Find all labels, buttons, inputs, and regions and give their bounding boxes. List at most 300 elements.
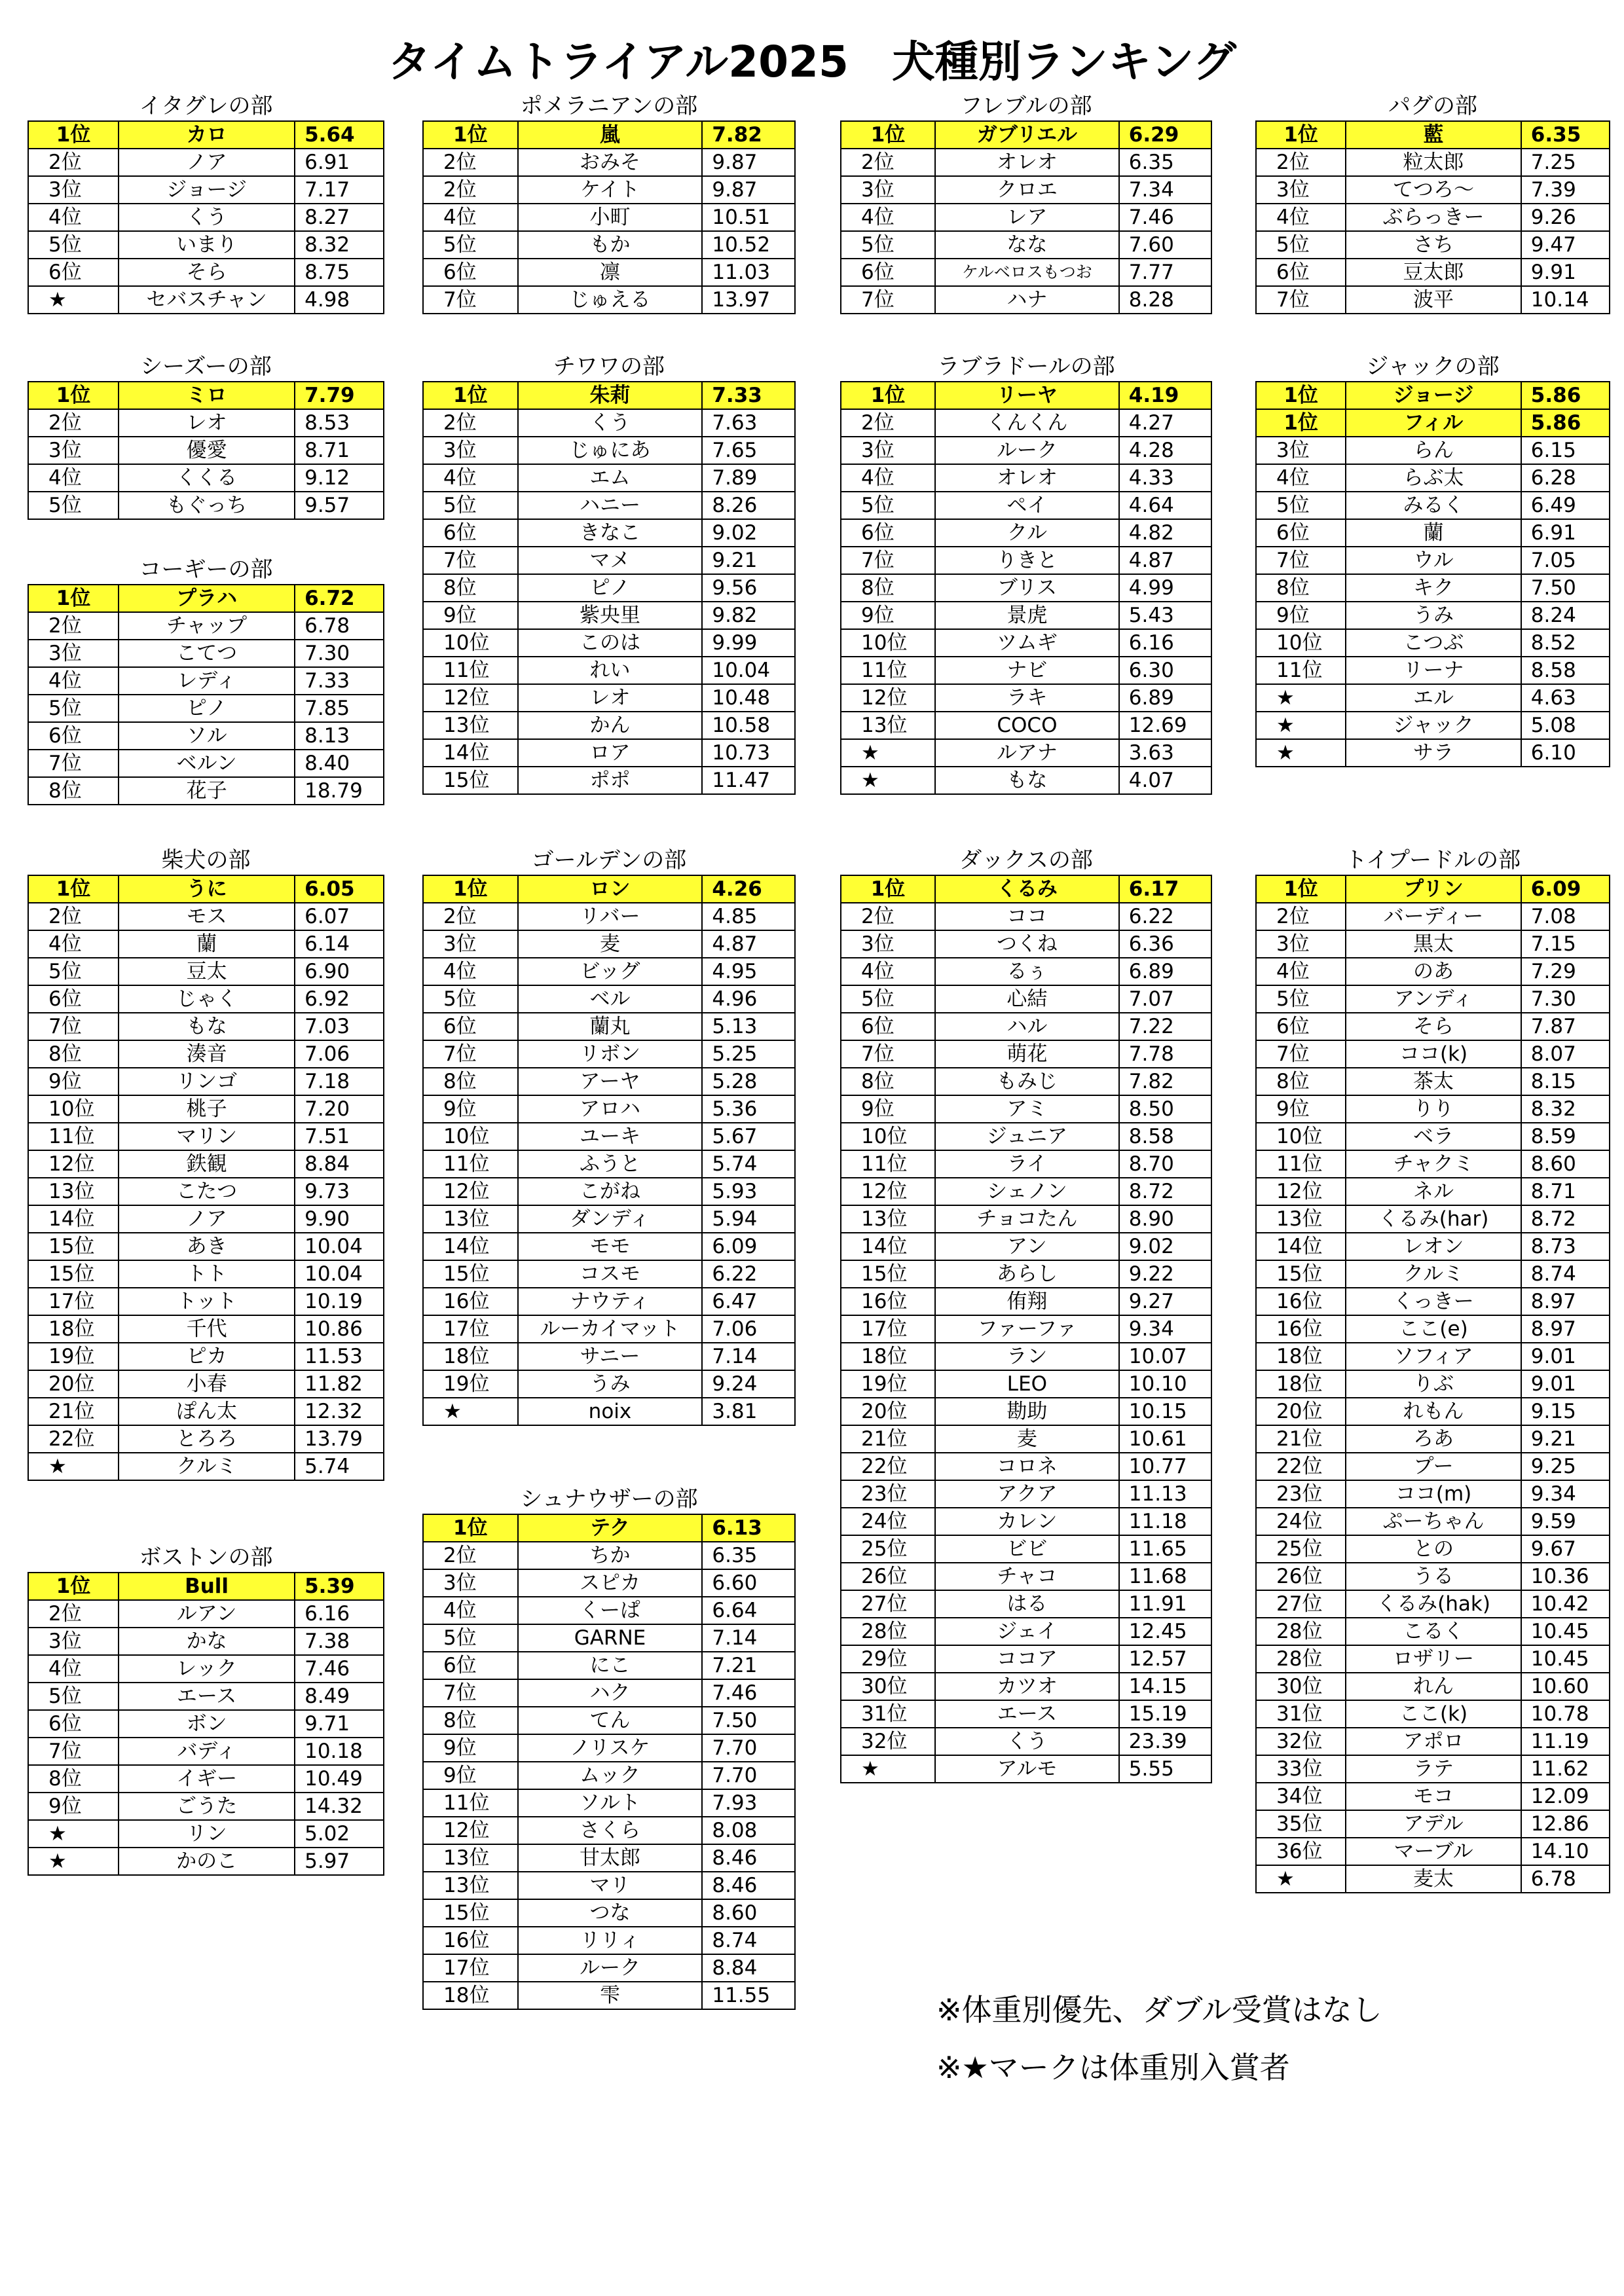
time-cell: 9.24: [702, 1370, 795, 1398]
table-row: [28, 1848, 384, 1875]
table-row: [28, 1793, 384, 1820]
table-row: [28, 722, 384, 750]
rank-cell: 9位: [1256, 1095, 1346, 1123]
rank-cell: 10位: [841, 1123, 935, 1150]
table-row: [1256, 1535, 1610, 1563]
rank-cell: 10位: [1256, 1123, 1346, 1150]
name-cell: てん: [518, 1707, 703, 1734]
time-cell: 6.64: [702, 1597, 795, 1624]
rank-cell: 8位: [1256, 574, 1346, 602]
time-cell: 8.27: [295, 204, 384, 231]
table-row: [1256, 1838, 1610, 1865]
time-cell: 4.87: [1119, 547, 1211, 574]
section-caption: 柴犬の部: [161, 847, 251, 873]
name-cell: くう: [935, 1728, 1119, 1755]
rank-cell: 17位: [423, 1315, 518, 1343]
table-row: [423, 1899, 795, 1927]
name-cell: カツオ: [935, 1673, 1119, 1700]
time-cell: 8.46: [702, 1872, 795, 1899]
rank-cell: 26位: [1256, 1563, 1346, 1590]
name-cell: モコ: [1346, 1783, 1521, 1810]
name-cell: ピノ: [518, 574, 703, 602]
table-row: [1256, 1068, 1610, 1095]
time-cell: 6.78: [295, 612, 384, 640]
name-cell: エム: [518, 464, 703, 492]
time-cell: 6.07: [295, 903, 384, 930]
rank-cell: 1位: [1256, 409, 1346, 437]
name-cell: ココ(k): [1346, 1040, 1521, 1068]
time-cell: 8.15: [1521, 1068, 1610, 1095]
rank-cell: 7位: [423, 1040, 518, 1068]
table-row: [1256, 1123, 1610, 1150]
name-cell: ポポ: [518, 767, 703, 794]
winner-row: [423, 875, 795, 903]
section-caption: フレブルの部: [960, 93, 1092, 119]
name-cell: マリ: [518, 1872, 703, 1899]
name-cell: チャコ: [935, 1563, 1119, 1590]
name-cell: こるく: [1346, 1618, 1521, 1645]
table-row: [841, 1123, 1211, 1150]
time-cell: 6.17: [1119, 875, 1211, 903]
time-cell: 23.39: [1119, 1728, 1211, 1755]
table-row: [841, 1178, 1211, 1205]
table-row: [423, 1315, 795, 1343]
time-cell: 6.78: [1521, 1865, 1610, 1893]
name-cell: 優愛: [119, 437, 295, 464]
table-row: [1256, 1370, 1610, 1398]
time-cell: 4.98: [295, 286, 384, 314]
time-cell: 15.19: [1119, 1700, 1211, 1728]
rank-cell: 5位: [28, 1683, 119, 1710]
time-cell: 9.34: [1521, 1480, 1610, 1508]
rank-cell: 8位: [28, 1765, 119, 1793]
table-row: [423, 1927, 795, 1954]
rank-cell: 15位: [423, 1899, 518, 1927]
time-cell: 11.91: [1119, 1590, 1211, 1618]
name-cell: トット: [119, 1288, 295, 1315]
rank-cell: 15位: [1256, 1260, 1346, 1288]
name-cell: レオ: [119, 409, 295, 437]
time-cell: 7.70: [702, 1734, 795, 1762]
time-cell: 7.21: [702, 1652, 795, 1679]
rank-cell: 6位: [1256, 259, 1346, 286]
table-row: [28, 149, 384, 176]
winner-row: [28, 1573, 384, 1600]
time-cell: 10.19: [295, 1288, 384, 1315]
time-cell: 7.33: [702, 382, 795, 409]
rank-cell: 30位: [1256, 1673, 1346, 1700]
rank-cell: 14位: [28, 1205, 119, 1233]
time-cell: 8.08: [702, 1817, 795, 1844]
rank-cell: 12位: [423, 1817, 518, 1844]
name-cell: アルモ: [935, 1755, 1119, 1783]
table-row: [423, 1817, 795, 1844]
name-cell: れい: [518, 657, 703, 684]
time-cell: 8.13: [295, 722, 384, 750]
table-row: [423, 1095, 795, 1123]
table-row: [841, 1150, 1211, 1178]
name-cell: りきと: [935, 547, 1119, 574]
table-row: [28, 1205, 384, 1233]
footnote: ※★マークは体重別入賞者: [936, 2050, 1290, 2085]
table-row: [841, 958, 1211, 985]
name-cell: アンディ: [1346, 985, 1521, 1013]
time-cell: 8.75: [295, 259, 384, 286]
rank-cell: 1位: [841, 382, 935, 409]
name-cell: リリィ: [518, 1927, 703, 1954]
time-cell: 4.96: [702, 985, 795, 1013]
time-cell: 10.73: [702, 739, 795, 767]
rank-cell: 9位: [423, 602, 518, 629]
table-row: [1256, 1728, 1610, 1755]
name-cell: 豆太: [119, 958, 295, 985]
table-row: [423, 1982, 795, 2009]
time-cell: 7.08: [1521, 903, 1610, 930]
time-cell: 9.91: [1521, 259, 1610, 286]
name-cell: ナウティ: [518, 1288, 703, 1315]
rank-cell: 5位: [423, 1624, 518, 1652]
name-cell: じゅえる: [518, 286, 703, 314]
name-cell: りぶ: [1346, 1370, 1521, 1398]
rank-cell: 3位: [1256, 437, 1346, 464]
name-cell: ぷーちゃん: [1346, 1508, 1521, 1535]
name-cell: こたつ: [119, 1178, 295, 1205]
name-cell: ハニー: [518, 492, 703, 519]
table-row: [1256, 1755, 1610, 1783]
name-cell: ソル: [119, 722, 295, 750]
name-cell: くくる: [119, 464, 295, 492]
rank-cell: 11位: [423, 1789, 518, 1817]
table-row: [28, 1095, 384, 1123]
time-cell: 9.87: [702, 176, 795, 204]
rank-cell: 13位: [841, 712, 935, 739]
table-row: [1256, 1700, 1610, 1728]
table-row: [423, 1789, 795, 1817]
name-cell: くう: [119, 204, 295, 231]
rank-cell: 11位: [841, 1150, 935, 1178]
time-cell: 6.16: [1119, 629, 1211, 657]
rank-cell: 3位: [28, 1628, 119, 1655]
time-cell: 4.95: [702, 958, 795, 985]
rank-cell: 20位: [1256, 1398, 1346, 1425]
table-row: [28, 903, 384, 930]
time-cell: 5.43: [1119, 602, 1211, 629]
rank-cell: 22位: [841, 1453, 935, 1480]
rank-cell: ★: [841, 739, 935, 767]
rank-cell: 3位: [423, 1569, 518, 1597]
name-cell: アロハ: [518, 1095, 703, 1123]
rank-cell: 7位: [423, 547, 518, 574]
table-row: [1256, 231, 1610, 259]
table-row: [423, 1844, 795, 1872]
time-cell: 10.04: [295, 1260, 384, 1288]
name-cell: てつろ～: [1346, 176, 1521, 204]
time-cell: 11.13: [1119, 1480, 1211, 1508]
ranking-table: [1255, 120, 1610, 314]
time-cell: 7.29: [1521, 958, 1610, 985]
name-cell: ぽん太: [119, 1398, 295, 1425]
name-cell: 湊音: [119, 1040, 295, 1068]
rank-cell: 18位: [423, 1982, 518, 2009]
name-cell: リーナ: [1346, 657, 1521, 684]
time-cell: 4.27: [1119, 409, 1211, 437]
rank-cell: 3位: [423, 930, 518, 958]
name-cell: ラキ: [935, 684, 1119, 712]
ranking-table: [28, 875, 384, 1481]
rank-cell: 4位: [28, 930, 119, 958]
rank-cell: 2位: [423, 1542, 518, 1569]
name-cell: 侑翔: [935, 1288, 1119, 1315]
page-title: タイムトライアル2025 犬種別ランキング: [388, 37, 1236, 87]
table-row: [423, 712, 795, 739]
rank-cell: 36位: [1256, 1838, 1346, 1865]
rank-cell: 2位: [423, 903, 518, 930]
time-cell: 11.82: [295, 1370, 384, 1398]
rank-cell: 27位: [1256, 1590, 1346, 1618]
table-row: [28, 1600, 384, 1628]
rank-cell: 12位: [1256, 1178, 1346, 1205]
name-cell: じゃく: [119, 985, 295, 1013]
rank-cell: 1位: [423, 875, 518, 903]
table-row: [1256, 1013, 1610, 1040]
time-cell: 18.79: [295, 777, 384, 805]
rank-cell: 1位: [28, 585, 119, 612]
time-cell: 8.60: [1521, 1150, 1610, 1178]
name-cell: 粒太郎: [1346, 149, 1521, 176]
name-cell: オレオ: [935, 464, 1119, 492]
name-cell: くるみ: [935, 875, 1119, 903]
rank-cell: 13位: [1256, 1205, 1346, 1233]
table-row: [841, 1618, 1211, 1645]
name-cell: こがね: [518, 1178, 703, 1205]
ranking-section: [28, 1543, 384, 1876]
name-cell: ハナ: [935, 286, 1119, 314]
time-cell: 4.07: [1119, 767, 1211, 794]
table-row: [841, 1370, 1211, 1398]
name-cell: ビッグ: [518, 958, 703, 985]
rank-cell: 9位: [423, 1095, 518, 1123]
table-row: [841, 547, 1211, 574]
table-row: [841, 149, 1211, 176]
table-row: [1256, 1810, 1610, 1838]
winner-row: [841, 875, 1211, 903]
footnote: ※体重別優先、ダブル受賞はなし: [936, 1992, 1382, 2028]
rank-cell: 29位: [841, 1645, 935, 1673]
ranking-table: [1255, 381, 1610, 767]
ranking-table: [422, 875, 796, 1426]
time-cell: 8.32: [1521, 1095, 1610, 1123]
table-row: [28, 1738, 384, 1765]
time-cell: 6.60: [702, 1569, 795, 1597]
table-row: [423, 492, 795, 519]
rank-cell: 8位: [423, 1068, 518, 1095]
name-cell: ノア: [119, 1205, 295, 1233]
time-cell: 8.60: [702, 1899, 795, 1927]
time-cell: 10.42: [1521, 1590, 1610, 1618]
time-cell: 9.26: [1521, 204, 1610, 231]
name-cell: かのこ: [119, 1848, 295, 1875]
rank-cell: 8位: [28, 1040, 119, 1068]
rank-cell: 5位: [28, 231, 119, 259]
name-cell: ノリスケ: [518, 1734, 703, 1762]
table-row: [841, 492, 1211, 519]
rank-cell: 19位: [841, 1370, 935, 1398]
ranking-section: [28, 846, 384, 1481]
name-cell: ネル: [1346, 1178, 1521, 1205]
rank-cell: 6位: [423, 1013, 518, 1040]
table-row: [1256, 1315, 1610, 1343]
time-cell: 5.25: [702, 1040, 795, 1068]
table-row: [1256, 930, 1610, 958]
table-row: [423, 1233, 795, 1260]
time-cell: 8.59: [1521, 1123, 1610, 1150]
rank-cell: 6位: [423, 519, 518, 547]
table-row: [423, 204, 795, 231]
time-cell: 6.28: [1521, 464, 1610, 492]
rank-cell: 13位: [423, 712, 518, 739]
time-cell: 6.91: [1521, 519, 1610, 547]
section-caption: シーズーの部: [140, 354, 272, 380]
ranking-section: [422, 846, 796, 1426]
time-cell: 8.74: [1521, 1260, 1610, 1288]
time-cell: 9.22: [1119, 1260, 1211, 1288]
rank-cell: 3位: [841, 437, 935, 464]
table-row: [28, 409, 384, 437]
rank-cell: 4位: [1256, 958, 1346, 985]
table-row: [423, 903, 795, 930]
table-row: [841, 286, 1211, 314]
time-cell: 9.90: [295, 1205, 384, 1233]
rank-cell: 2位: [841, 149, 935, 176]
name-cell: らぶ太: [1346, 464, 1521, 492]
name-cell: こつぶ: [1346, 629, 1521, 657]
time-cell: 8.71: [295, 437, 384, 464]
rank-cell: 3位: [841, 930, 935, 958]
name-cell: 景虎: [935, 602, 1119, 629]
table-row: [1256, 985, 1610, 1013]
rank-cell: 15位: [423, 767, 518, 794]
rank-cell: 9位: [841, 1095, 935, 1123]
name-cell: こてつ: [119, 640, 295, 667]
time-cell: 9.15: [1521, 1398, 1610, 1425]
table-row: [423, 985, 795, 1013]
time-cell: 7.20: [295, 1095, 384, 1123]
time-cell: 9.82: [702, 602, 795, 629]
name-cell: 小町: [518, 204, 703, 231]
time-cell: 5.02: [295, 1820, 384, 1848]
name-cell: 黒太: [1346, 930, 1521, 958]
winner-row: [841, 121, 1211, 149]
table-row: [841, 1590, 1211, 1618]
rank-cell: 11位: [841, 657, 935, 684]
time-cell: 5.08: [1521, 712, 1610, 739]
name-cell: ジェイ: [935, 1618, 1119, 1645]
table-row: [423, 767, 795, 794]
table-row: [28, 777, 384, 805]
table-row: [1256, 519, 1610, 547]
name-cell: さくら: [518, 1817, 703, 1844]
section-caption: トイプードルの部: [1344, 847, 1521, 873]
table-row: [1256, 464, 1610, 492]
table-row: [1256, 1618, 1610, 1645]
table-row: [28, 1425, 384, 1453]
time-cell: 3.63: [1119, 739, 1211, 767]
rank-cell: 7位: [841, 1040, 935, 1068]
rank-cell: 2位: [28, 149, 119, 176]
name-cell: Bull: [119, 1573, 295, 1600]
name-cell: コロネ: [935, 1453, 1119, 1480]
table-row: [28, 1068, 384, 1095]
table-row: [423, 602, 795, 629]
rank-cell: 21位: [28, 1398, 119, 1425]
rank-cell: 16位: [1256, 1288, 1346, 1315]
rank-cell: 25位: [1256, 1535, 1346, 1563]
time-cell: 6.22: [702, 1260, 795, 1288]
rank-cell: 12位: [423, 1178, 518, 1205]
time-cell: 12.69: [1119, 712, 1211, 739]
rank-cell: 5位: [841, 492, 935, 519]
name-cell: ミロ: [119, 382, 295, 409]
name-cell: ケイト: [518, 176, 703, 204]
time-cell: 11.47: [702, 767, 795, 794]
time-cell: 8.84: [295, 1150, 384, 1178]
rank-cell: 5位: [1256, 985, 1346, 1013]
name-cell: つな: [518, 1899, 703, 1927]
time-cell: 9.67: [1521, 1535, 1610, 1563]
time-cell: 9.02: [1119, 1233, 1211, 1260]
table-row: [841, 985, 1211, 1013]
table-row: [841, 1233, 1211, 1260]
time-cell: 9.25: [1521, 1453, 1610, 1480]
table-row: [28, 1150, 384, 1178]
table-row: [423, 176, 795, 204]
table-row: [1256, 1645, 1610, 1673]
rank-cell: 4位: [841, 204, 935, 231]
table-row: [423, 1343, 795, 1370]
rank-cell: 5位: [28, 492, 119, 519]
time-cell: 7.18: [295, 1068, 384, 1095]
name-cell: もな: [119, 1013, 295, 1040]
rank-cell: 2位: [423, 149, 518, 176]
rank-cell: 16位: [1256, 1315, 1346, 1343]
time-cell: 8.73: [1521, 1233, 1610, 1260]
table-row: [28, 1765, 384, 1793]
rank-cell: 6位: [28, 1710, 119, 1738]
rank-cell: 18位: [28, 1315, 119, 1343]
time-cell: 9.01: [1521, 1370, 1610, 1398]
time-cell: 5.67: [702, 1123, 795, 1150]
name-cell: ピカ: [119, 1343, 295, 1370]
rank-cell: 8位: [841, 574, 935, 602]
table-row: [1256, 1150, 1610, 1178]
rank-cell: 2位: [28, 903, 119, 930]
rank-cell: 18位: [423, 1343, 518, 1370]
time-cell: 7.33: [295, 667, 384, 695]
name-cell: クルミ: [119, 1453, 295, 1480]
table-row: [423, 657, 795, 684]
rank-cell: 1位: [28, 382, 119, 409]
rank-cell: 6位: [423, 259, 518, 286]
time-cell: 10.51: [702, 204, 795, 231]
section-caption: ラブラドールの部: [937, 354, 1115, 380]
name-cell: アクア: [935, 1480, 1119, 1508]
name-cell: 桃子: [119, 1095, 295, 1123]
time-cell: 10.49: [295, 1765, 384, 1793]
rank-cell: 2位: [841, 903, 935, 930]
name-cell: プー: [1346, 1453, 1521, 1480]
ranking-section: [840, 352, 1212, 795]
name-cell: ピノ: [119, 695, 295, 722]
